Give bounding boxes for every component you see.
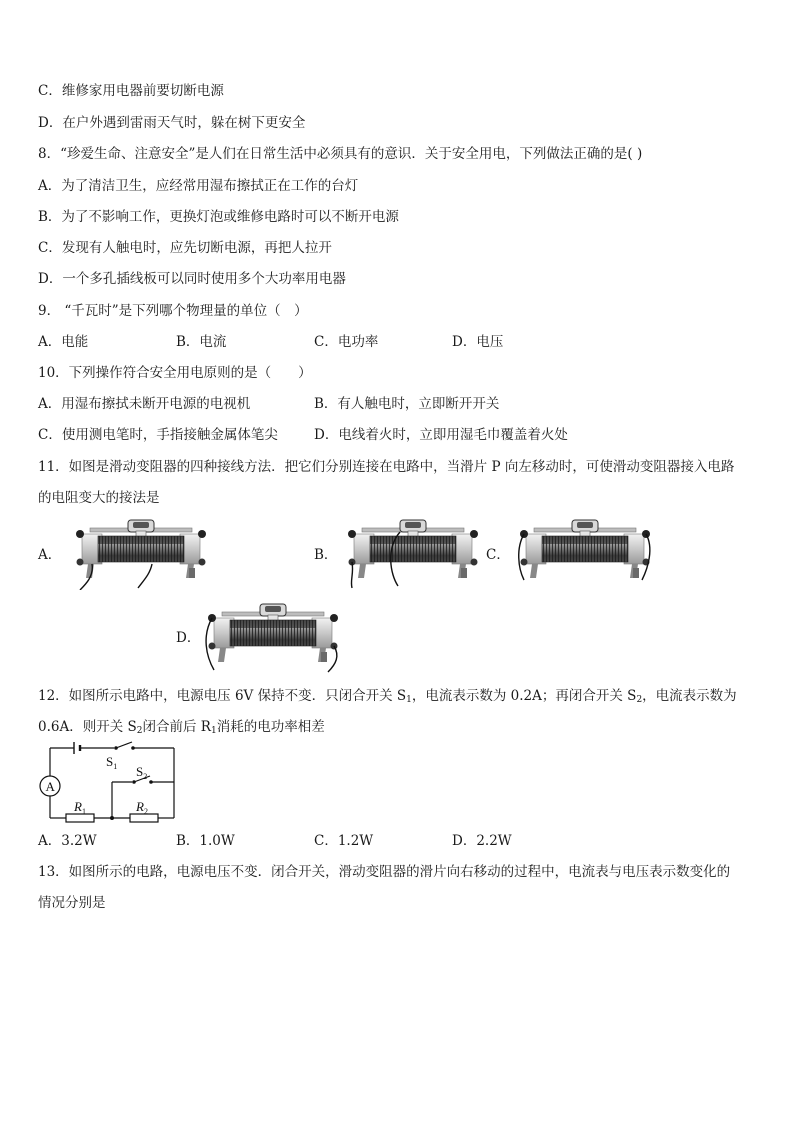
resistor-r1 [66, 814, 94, 822]
q12-stem-line1: 12．如图所示电路中，电源电压 6V 保持不变．只闭合开关 $S_1$，电流表示数为 0.2A；再闭合开关 $S_2$，电流表示数为 [38, 688, 737, 705]
q9-option-a: A．电能 [38, 334, 89, 350]
q10-option-d: D．电线着火时，立即用湿毛巾覆盖着火处 [314, 427, 568, 443]
q11-stem-line1: 11．如图是滑动变阻器的四种接线方法．把它们分别连接在电路中，当滑片 P 向左移动时，可使滑动变阻器接入电路 [38, 459, 735, 475]
q12-circuit-diagram [36, 740, 182, 826]
q10-option-a: A．用湿布擦拭未断开电源的电视机 [38, 396, 251, 412]
q8-option-a: A．为了清洁卫生，应经常用湿布擦拭正在工作的台灯 [38, 178, 359, 194]
q11-stem-line2: 的电阻变大的接法是 [38, 490, 160, 506]
q12-option-b: B．1.0W [176, 833, 235, 849]
svg-text:A: A [45, 779, 55, 794]
q9-option-b: B．电流 [176, 334, 227, 350]
q11-option-a-rheostat-image [68, 518, 218, 590]
q11-option-b-label: B． [314, 547, 338, 563]
q9-option-c: C．电功率 [314, 334, 379, 350]
q7-option-d: D．在户外遇到雷雨天气时，躲在树下更安全 [38, 115, 306, 131]
q12-option-d: D．2.2W [452, 833, 512, 849]
q8-stem: 8．“珍爱生命、注意安全”是人们在日常生活中必须具有的意识．关于安全用电，下列做法正确的是( ) [38, 146, 643, 162]
q10-stem: 10．下列操作符合安全用电原则的是（ ） [38, 365, 312, 381]
q11-option-d-label: D． [176, 630, 201, 646]
q7-option-c: C．维修家用电器前要切断电源 [38, 83, 224, 99]
q10-option-b: B．有人触电时，立即断开开关 [314, 396, 500, 412]
q13-stem-line2: 情况分别是 [38, 895, 106, 911]
svg-text:R1: $R_1$ [74, 799, 86, 816]
q11-option-d-rheostat-image [200, 602, 350, 674]
q11-option-c-rheostat-image [512, 518, 662, 590]
q12-stem-line2: 0.6A．则开关 $S_2$闭合前后 $R_1$消耗的电功率相差 [38, 719, 325, 736]
q11-option-b-rheostat-image [340, 518, 490, 590]
svg-text:S2: $S_2$ [136, 764, 148, 781]
q11-option-a-label: A． [38, 547, 62, 563]
q8-option-d: D．一个多孔插线板可以同时使用多个大功率用电器 [38, 271, 346, 287]
q9-option-d: D．电压 [452, 334, 504, 350]
q12-option-c: C．1.2W [314, 833, 374, 849]
switch-s1 [116, 742, 132, 748]
svg-text:R2: $R_2$ [136, 799, 148, 816]
q8-option-c: C．发现有人触电时，应先切断电源，再把人拉开 [38, 240, 332, 256]
q13-stem-line1: 13．如图所示的电路，电源电压不变．闭合开关，滑动变阻器的滑片向右移动的过程中，电流表与电压表示数变化的 [38, 864, 731, 880]
q9-stem: 9． “千瓦时”是下列哪个物理量的单位（ ） [38, 303, 308, 319]
q12-option-a: A．3.2W [38, 833, 97, 849]
q8-option-b: B．为了不影响工作，更换灯泡或维修电路时可以不断开电源 [38, 209, 399, 225]
q10-option-c: C．使用测电笔时，手指接触金属体笔尖 [38, 427, 278, 443]
svg-text:S1: $S_1$ [106, 754, 118, 771]
q11-option-c-label: C． [486, 547, 510, 563]
